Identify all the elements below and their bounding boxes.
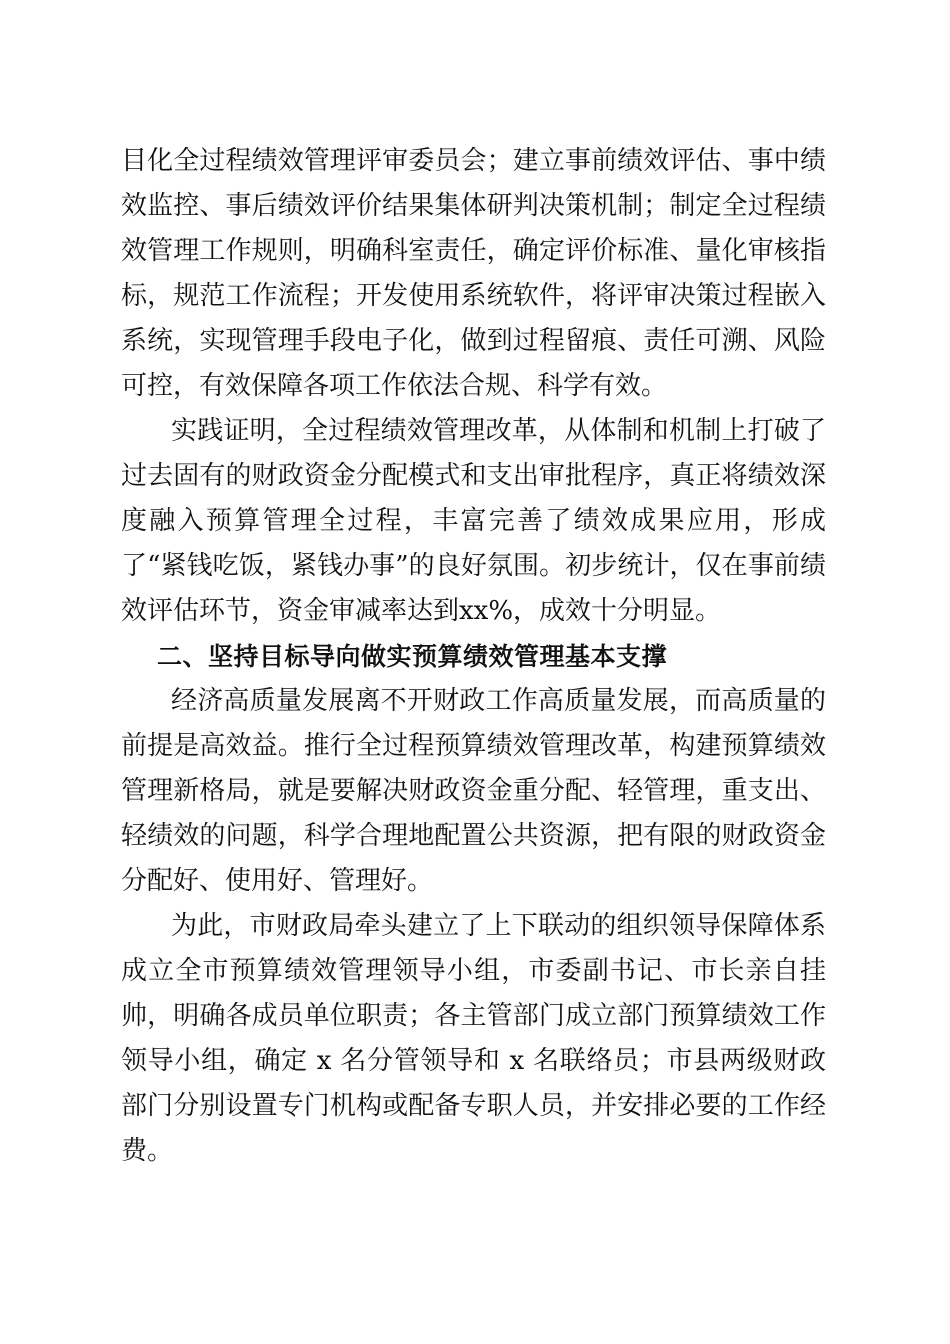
paragraph-organization: 为此，市财政局牵头建立了上下联动的组织领导保障体系成立全市预算绩效管理领导小组，市委副书记、市长亲自挂帅，明确各成员单位职责；各主管部门成立部门预算绩效工作领导小组，确定 x 名分管领导和 x 名联络员；市县两级财政部门分别设置专门机构或配备专职人员，并安排必要的工作经费。 xyxy=(121,911,826,1166)
paragraph-practice-proof: 实践证明，全过程绩效管理改革，从体制和机制上打破了过去固有的财政资金分配模式和支出审批程序，真正将绩效深度融入预算管理全过程，丰富完善了绩效成果应用，形成了“紧钱吃饭，紧钱办事”的良好氛围。初步统计，仅在事前绩效评估环节，资金审减率达到xx%，成效十分明显。 xyxy=(121,416,826,626)
paragraph-continuation: 目化全过程绩效管理评审委员会；建立事前绩效评估、事中绩效监控、事后绩效评价结果集体研判决策机制；制定全过程绩效管理工作规则，明确科室责任，确定评价标准、量化审核指标，规范工作流程；开发使用系统软件，将评审决策过程嵌入系统，实现管理手段电子化，做到过程留痕、责任可溯、风险可控，有效保障各项工作依法合规、科学有效。 xyxy=(121,146,826,401)
paragraph-economic-development: 经济高质量发展离不开财政工作高质量发展，而高质量的前提是高效益。推行全过程预算绩效管理改革，构建预算绩效管理新格局，就是要解决财政资金重分配、轻管理，重支出、轻绩效的问题，科学合理地配置公共资源，把有限的财政资金分配好、使用好、管理好。 xyxy=(121,686,826,896)
section-heading: 二、坚持目标导向做实预算绩效管理基本支撑 xyxy=(157,642,668,671)
document-body xyxy=(121,139,826,1174)
